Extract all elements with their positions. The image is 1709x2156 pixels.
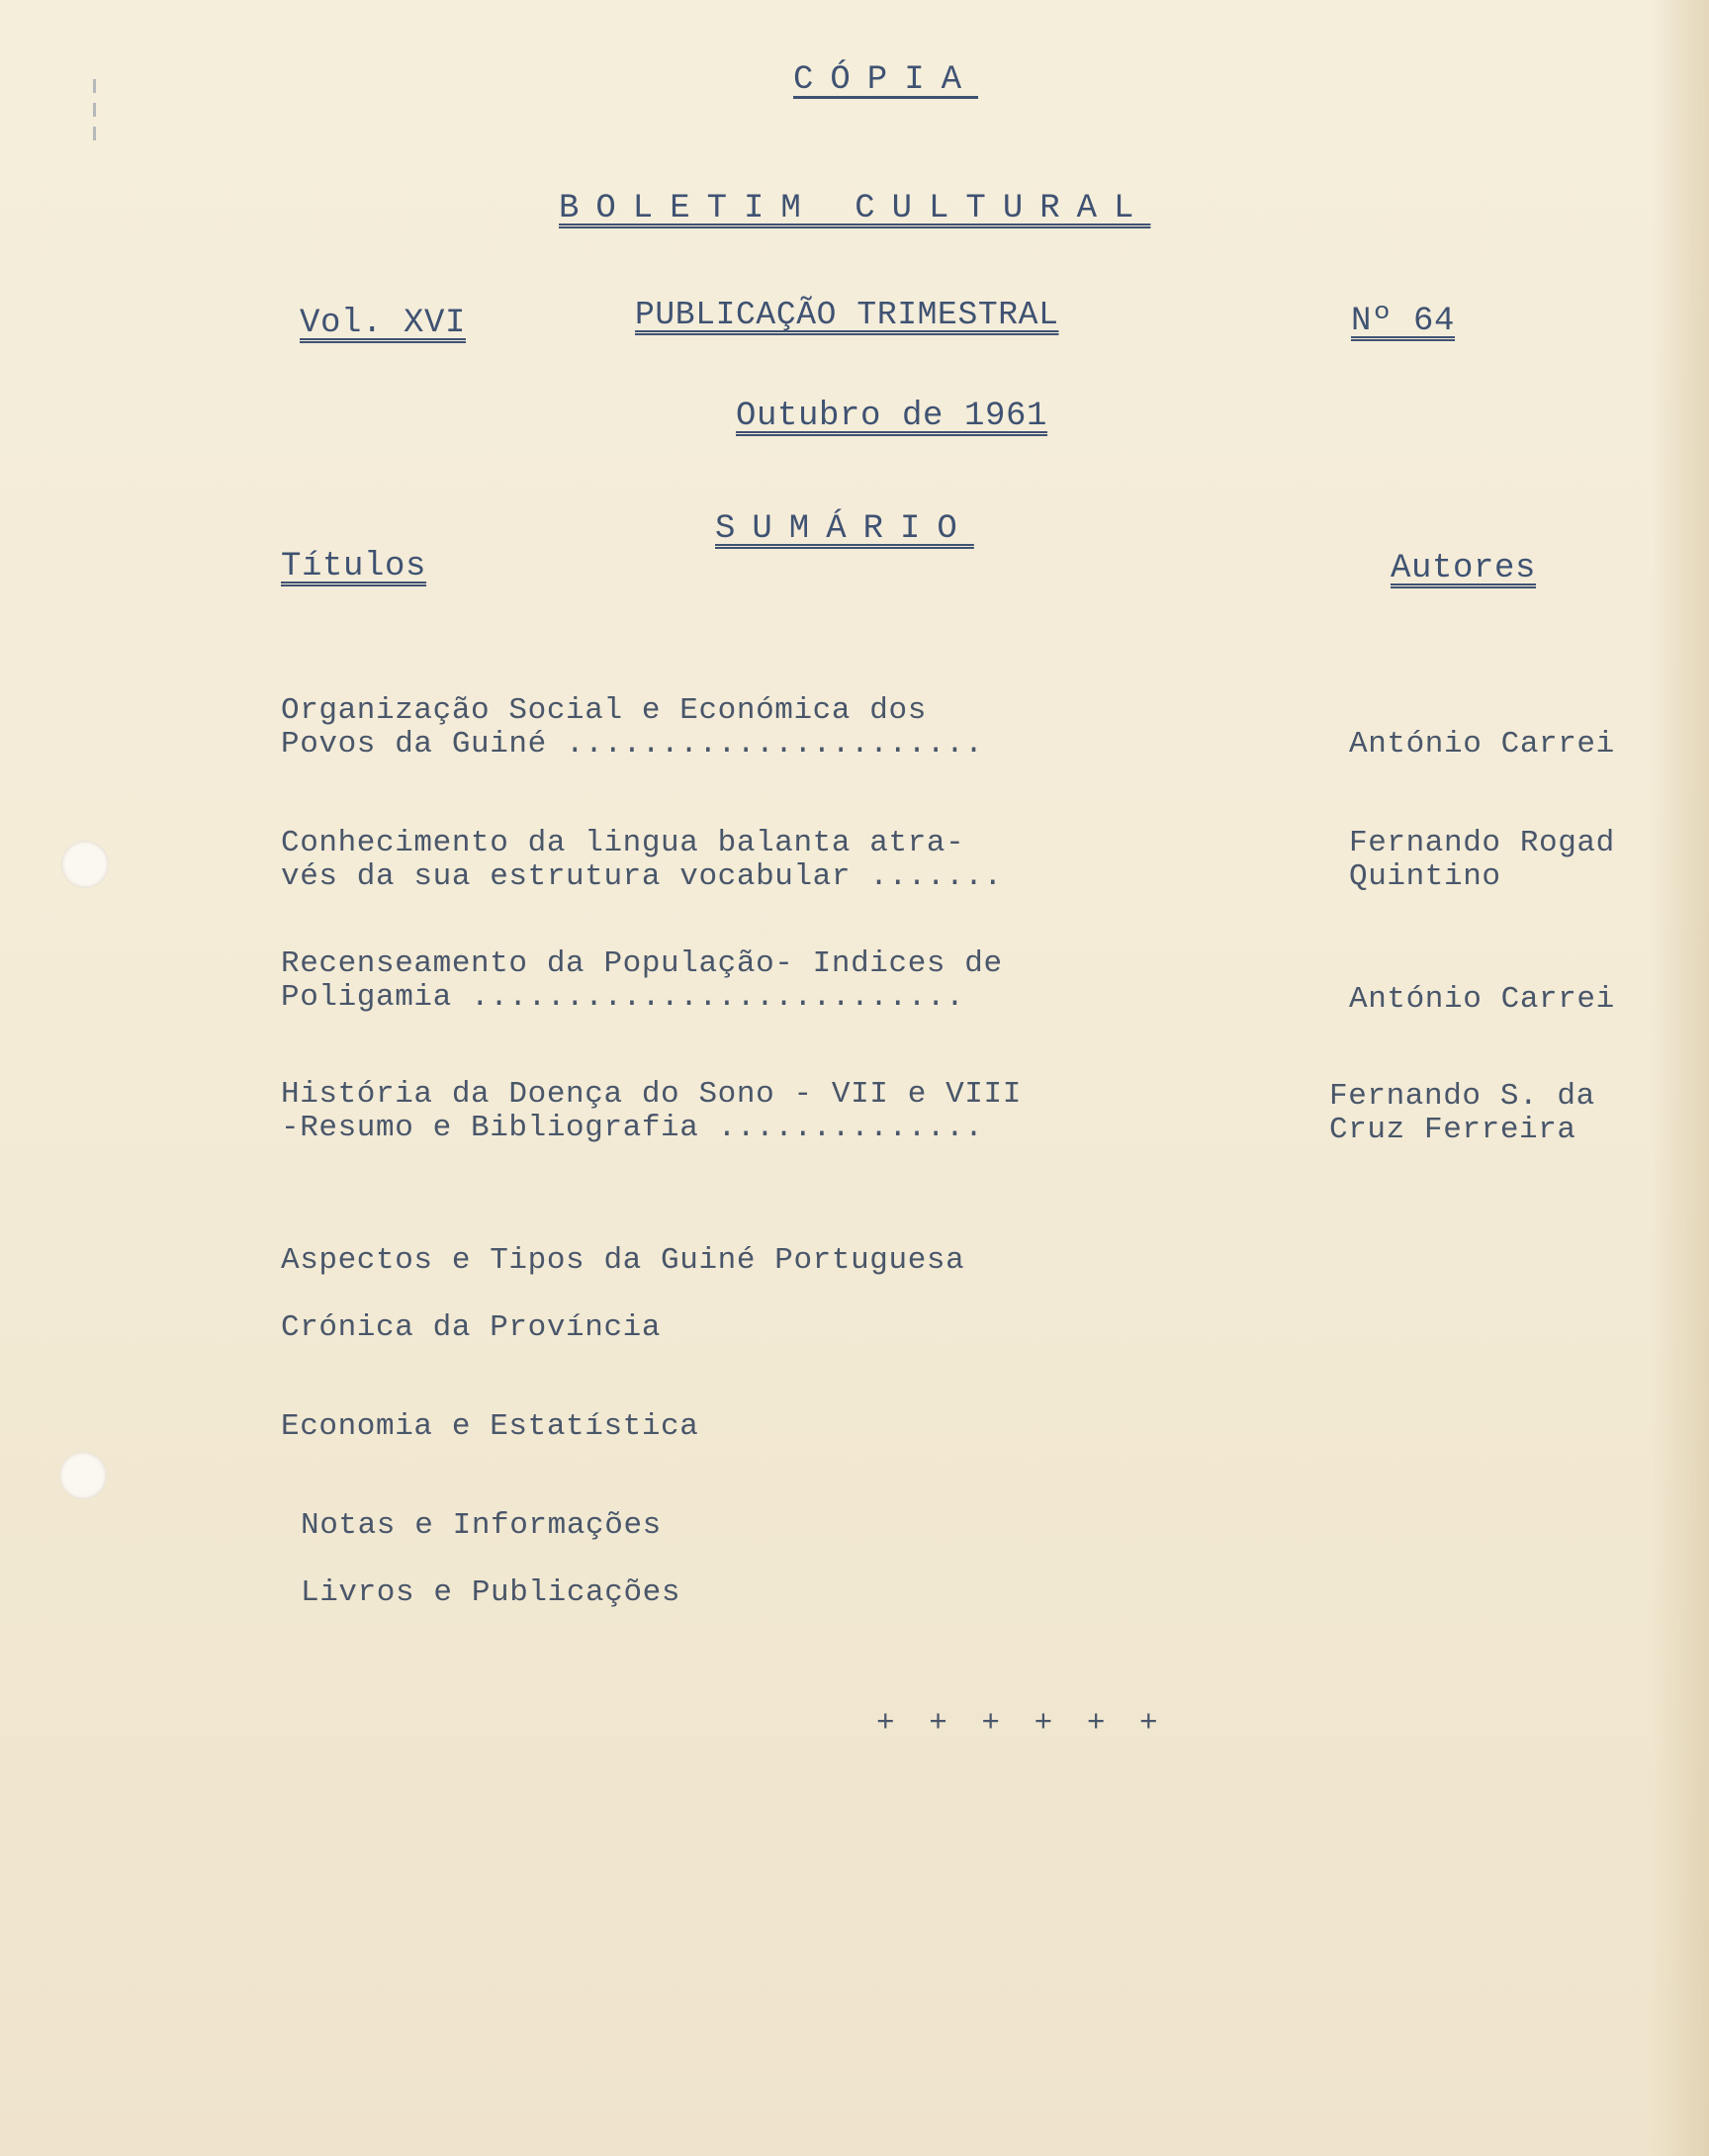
entry-title-line: História da Doença do Sono - VII e VIII — [281, 1077, 1022, 1112]
summary-heading: SUMÁRIO — [715, 510, 974, 548]
author-line: António Carrei — [1349, 982, 1615, 1017]
toc-entry — [281, 694, 984, 762]
entry-author — [1329, 1080, 1595, 1147]
section-item: Aspectos e Tipos da Guiné Portuguesa — [281, 1243, 965, 1278]
author-line: Fernando Rogad — [1349, 826, 1615, 860]
authors-column-heading: Autores — [1391, 550, 1537, 587]
publication-label: PUBLICAÇÃO TRIMESTRAL — [635, 297, 1059, 333]
section-item: Economia e Estatística — [281, 1409, 699, 1444]
entry-title-line: Poligamia .......................... — [281, 980, 965, 1015]
copy-label: CÓPIA — [793, 61, 979, 99]
entry-author — [1349, 983, 1615, 1017]
toc-entry — [281, 1078, 1022, 1145]
author-line: Cruz Ferreira — [1329, 1113, 1576, 1147]
entry-title-line: Povos da Guiné ...................... — [281, 727, 984, 762]
section-item: Notas e Informações — [301, 1508, 662, 1543]
titles-column-heading: Títulos — [281, 548, 427, 585]
entry-title-line: Organização Social e Económica dos — [281, 693, 927, 728]
entry-title-line: Recenseamento da População- Indices de — [281, 946, 1003, 981]
toc-entry — [281, 947, 1003, 1015]
entry-title-line: -Resumo e Bibliografia .............. — [281, 1111, 984, 1145]
author-line: Fernando S. da — [1329, 1079, 1595, 1114]
entry-title-line: Conhecimento da lingua balanta atra- — [281, 826, 965, 860]
author-line: Quintino — [1349, 859, 1501, 894]
issue-number: Nº 64 — [1351, 303, 1456, 340]
volume-label: Vol. XVI — [300, 305, 467, 342]
toc-entry — [281, 827, 1003, 894]
author-line: António Carrei — [1349, 727, 1615, 762]
section-item: Crónica da Província — [281, 1310, 662, 1345]
margin-marks — [85, 69, 105, 188]
end-marks: + + + + + + — [876, 1706, 1166, 1741]
section-item: Livros e Publicações — [301, 1575, 681, 1610]
bulletin-title: BOLETIM CULTURAL — [559, 190, 1151, 227]
punch-hole — [59, 1452, 107, 1499]
entry-title-line: vés da sua estrutura vocabular ....... — [281, 859, 1003, 894]
entry-author — [1349, 728, 1615, 762]
issue-date: Outubro de 1961 — [736, 398, 1048, 435]
punch-hole — [61, 841, 109, 888]
entry-author — [1349, 827, 1615, 894]
